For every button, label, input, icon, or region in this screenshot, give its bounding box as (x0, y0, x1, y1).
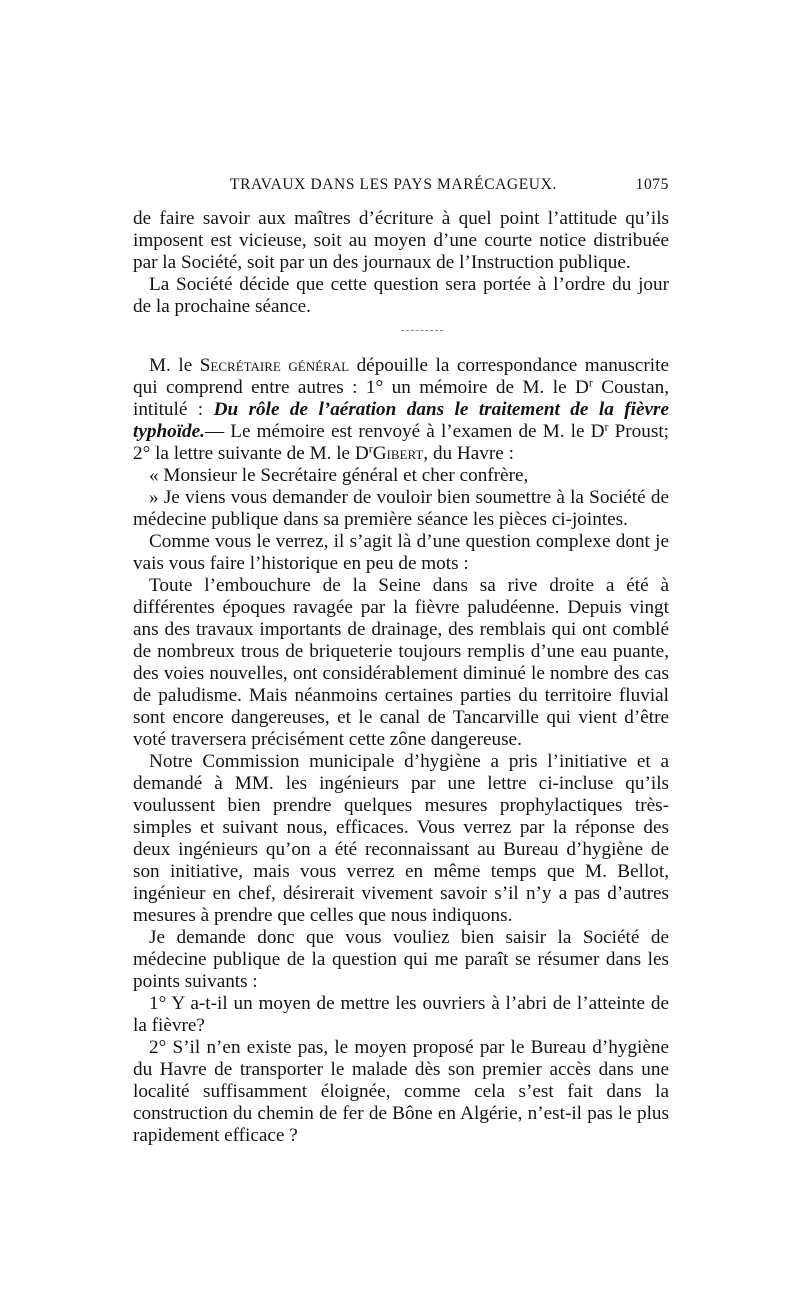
secretary-title-prefix: M. le (149, 355, 200, 376)
letter-paragraph: Toute l’embouchure de la Seine dans sa rive droite a été à différentes époques ravagée par la fièvre paludéenne. Depuis vingt ans des travaux importants de drainage, des remblais qui ont comblé de nombreux trous de briqueterie toujours remplis d’une eau puante, des voies nouvelles, ont considérablement diminué le nombre des cas de paludisme. Mais néanmoins certaines parties du territoire fluvial sont encore dangereuses, et le canal de Tancarville qui vient d’être voté traversera précisément cette zône dangereuse. (133, 575, 669, 750)
page-number: 1075 (635, 176, 669, 193)
secretary-title: Secrétaire général (199, 355, 350, 376)
running-title: TRAVAUX DANS LES PAYS MARÉCAGEUX. (230, 176, 557, 193)
paragraph-society-decision: La Société décide que cette question sera portée à l’ordre du jour de la prochaine séance. (133, 274, 669, 317)
letter-paragraph: Comme vous le verrez, il s’agit là d’une question complexe dont je vais vous faire l’historique en peu de mots : (133, 531, 669, 574)
continued-text-block (133, 208, 669, 318)
letter-paragraph: » Je viens vous demander de vouloir bien soumettre à la Société de médecine publique dans sa première séance les pièces ci-jointes. (133, 487, 669, 530)
running-header (133, 176, 669, 200)
paragraph-continued: de faire savoir aux maîtres d’écriture à quel point l’attitude qu’ils imposent est vicieuse, soit au moyen d’une courte notice distribuée par la Société, soit par un des journaux de l’Instruction publique. (133, 208, 669, 273)
correspondence-block (133, 355, 669, 1147)
paragraph-secretary: M. le Secrétaire général dépouille la correspondance manuscrite qui comprend entre autres : 1° un mémoire de M. le $D^r$ Coustan, intitulé : Du rôle de l’aération dans le traitement de la fièvre typhoïde.— Le mémoire est renvoyé à l’examen de M. le $D^r$ Proust; 2° la lettre suivante de M. le $D^rGibert$, du Havre : (133, 355, 669, 464)
letter-paragraph: Je demande donc que vous vouliez bien saisir la Société de médecine publique de la question qui me paraît se résumer dans les points suivants : (133, 927, 669, 992)
letter-paragraph: Notre Commission municipale d’hygiène a pris l’initiative et a demandé à MM. les ingénieurs par une lettre ci-incluse qu’ils voulussent bien prendre quelques mesures prophylactiques très-simples et suivant nous, efficaces. Vous verrez par la réponse des deux ingénieurs qu’on a été reconnaissant au Bureau d’hygiène de son initiative, mais vous verrez en même temps que M. Bellot, ingénieur en chef, désirerait vivement savoir s’il n’y a pas d’autres mesures à prendre que celles que nous indiquons. (133, 751, 669, 926)
author-name: Gibert (372, 443, 424, 464)
letter-salutation: « Monsieur le Secrétaire général et cher confrère, (149, 465, 529, 486)
memoir-title: Du rôle de l’aération dans le traitement de la fièvre typhoïde. (133, 399, 669, 442)
letter-point-2: 2° S’il n’en existe pas, le moyen proposé par le Bureau d’hygiène du Havre de transporter le malade dès son premier accès dans une localité suffisamment éloignée, comme cela s’est fait dans la construction du chemin de fer de Bône en Algérie, n’est-il pas le plus rapidement efficace ? (133, 1037, 669, 1146)
section-divider (401, 330, 443, 331)
letter-point-1: 1° Y a-t-il un moyen de mettre les ouvriers à l’abri de l’atteinte de la fièvre? (133, 993, 669, 1036)
